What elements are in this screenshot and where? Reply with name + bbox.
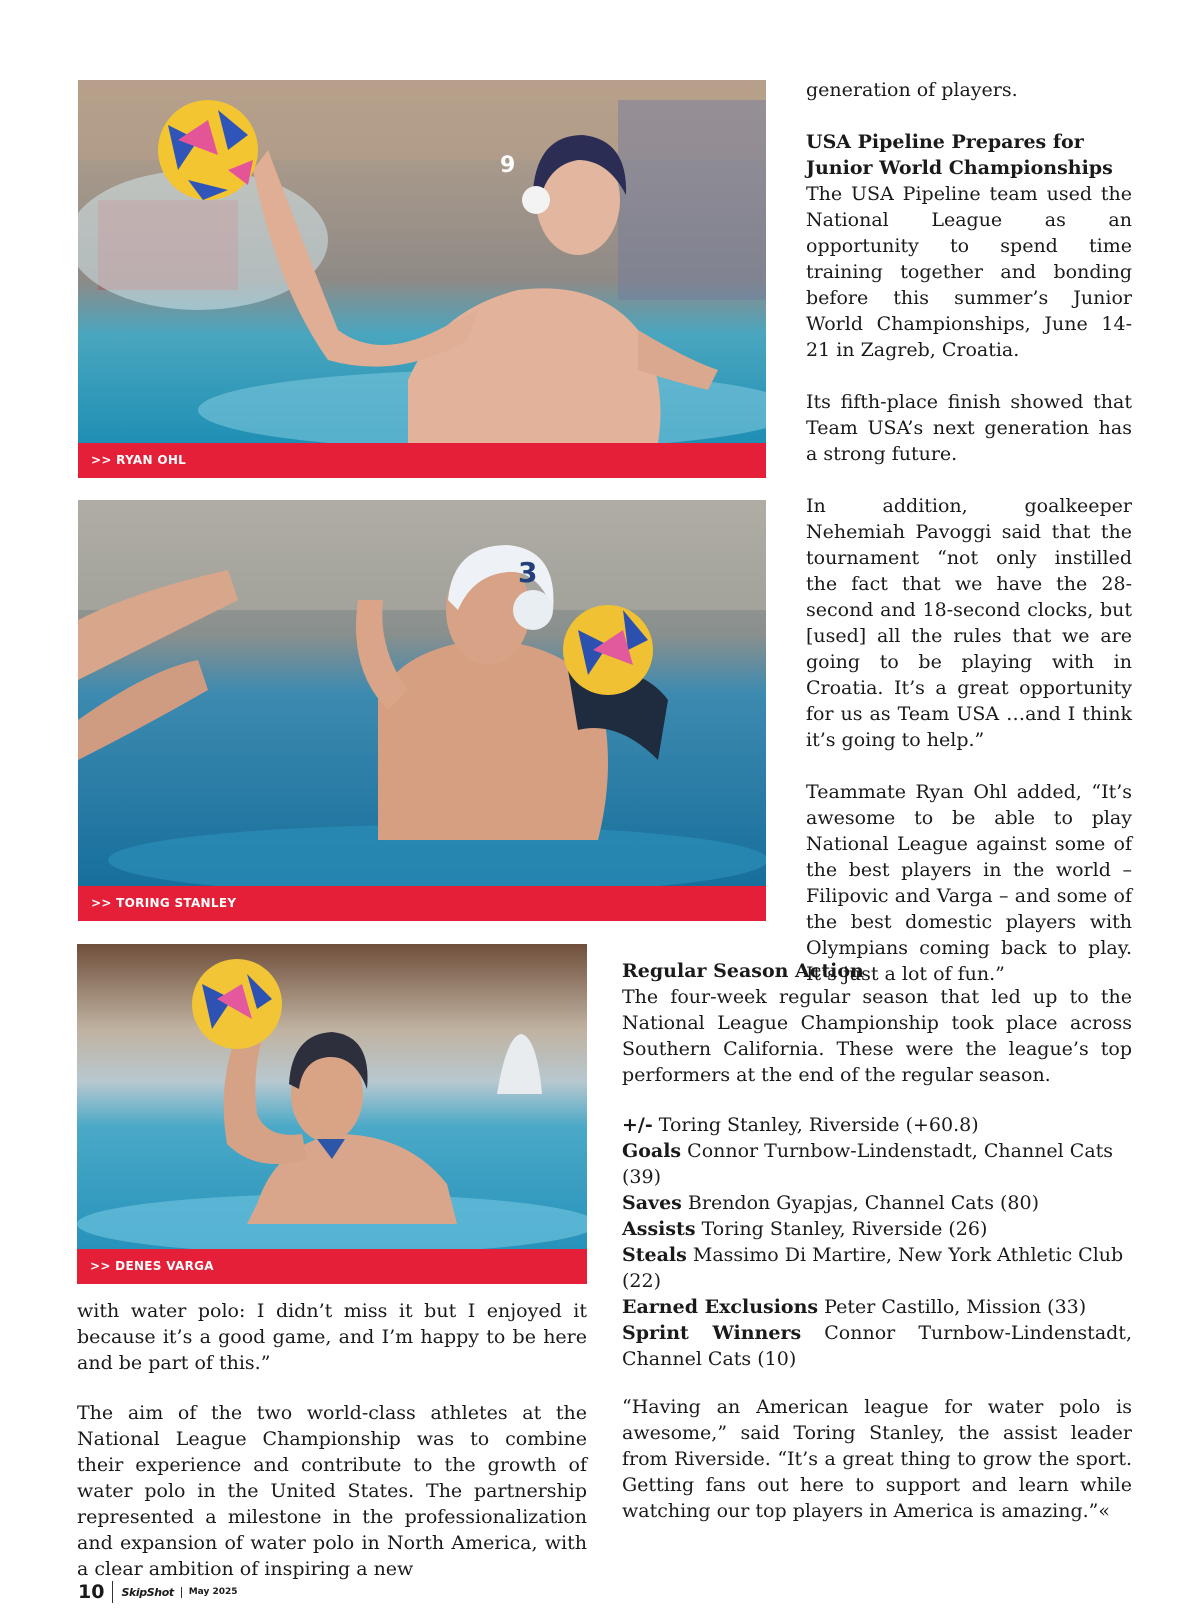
stat-value: Connor Turnbow-Lindenstadt, Channel Cats (10) [622, 1322, 1132, 1370]
stat-label: +/- [622, 1114, 653, 1136]
paragraph: In addition, goalkeeper Nehemiah Pavoggi said that the tournament “not only instilled the fact that we have the 28-second and 18-second clocks, but [used] all the rules that we are going to be playing with in Croatia. It’s a great opportunity for us as Team USA …and I think it’s going to help.” [806, 495, 1132, 751]
paragraph: The USA Pipeline team used the National League as an opportunity to spend time training together and bonding before this summer’s Junior World Championships, June 14-21 in Zagreb, Croatia. [806, 183, 1132, 361]
intro-line: generation of players. [806, 79, 1018, 101]
stat-value: Toring Stanley, Riverside (+60.8) [658, 1114, 979, 1136]
denes-varga-image [77, 944, 587, 1249]
stat-value: Massimo Di Martire, New York Athletic Club (22) [622, 1244, 1124, 1292]
section-heading-regular-season: Regular Season Action [622, 960, 864, 982]
ryan-ohl-image [78, 80, 766, 443]
svg-text:9: 9 [500, 153, 516, 178]
paragraph: Its fifth-place finish showed that Team USA’s next generation has a strong future. [806, 391, 1132, 465]
stat-item [622, 1112, 1132, 1138]
stat-label: Sprint Winners [622, 1322, 802, 1344]
paragraph: with water polo: I didn’t miss it but I enjoyed it because it’s a good game, and I’m happy to be here and be part of this.” [77, 1300, 587, 1374]
stat-item [622, 1138, 1132, 1190]
stat-list [622, 1112, 1132, 1372]
photo-caption-toring-stanley: >> TORING STANLEY [78, 886, 766, 921]
footer-divider [181, 1587, 182, 1598]
stat-label: Saves [622, 1192, 682, 1214]
svg-text:3: 3 [518, 556, 538, 589]
section-heading-usa-pipeline: USA Pipeline Prepares for Junior World Championships [806, 131, 1113, 179]
stat-value: Peter Castillo, Mission (33) [824, 1296, 1087, 1318]
stat-label: Steals [622, 1244, 687, 1266]
regular-season-section [622, 958, 1132, 1524]
right-column-article [806, 77, 1132, 987]
footer-divider [112, 1581, 113, 1603]
photo-caption-denes-varga: >> DENES VARGA [77, 1249, 587, 1284]
closing-quote: “Having an American league for water polo is awesome,” said Toring Stanley, the assist leader from Riverside. “It’s a great thing to grow the sport. Getting fans out here to support and learn while watching our top players in America is amazing.”« [622, 1396, 1132, 1522]
stat-item [622, 1216, 1132, 1242]
photo-ryan-ohl [78, 80, 766, 478]
photo-denes-varga [77, 944, 587, 1284]
stat-value: Connor Turnbow-Lindenstadt, Channel Cats (39) [622, 1140, 1114, 1188]
paragraph: Teammate Ryan Ohl added, “It’s awesome to be able to play National League against some of the best players in the world – Filipovic and Varga – and some of the best domestic players with Olympians coming back to play. It’s just a lot of fun.” [806, 781, 1132, 985]
photo-caption-ryan-ohl: >> RYAN OHL [78, 443, 766, 478]
page-footer [78, 1577, 238, 1607]
stat-label: Goals [622, 1140, 682, 1162]
stat-value: Brendon Gyapjas, Channel Cats (80) [687, 1192, 1039, 1214]
stat-item [622, 1320, 1132, 1372]
stat-item [622, 1242, 1132, 1294]
toring-stanley-image [78, 500, 766, 886]
photo-toring-stanley [78, 500, 766, 921]
paragraph: The aim of the two world-class athletes at the National League Championship was to combine their experience and contribute to the growth of water polo in the United States. The partnership represented a milestone in the professionalization and expansion of water polo in North America, with a clear ambition of inspiring a new [77, 1402, 587, 1580]
stat-label: Assists [622, 1218, 696, 1240]
stat-item [622, 1294, 1132, 1320]
stat-label: Earned Exclusions [622, 1296, 819, 1318]
stat-value: Toring Stanley, Riverside (26) [701, 1218, 988, 1240]
page-number: 10 [78, 1581, 105, 1603]
left-column-article [77, 1298, 587, 1582]
issue-date: May 2025 [188, 1587, 238, 1597]
paragraph: The four-week regular season that led up to the National League Championship took place across Southern California. These were the league’s top performers at the end of the regular season. [622, 986, 1132, 1086]
stat-item [622, 1190, 1132, 1216]
publication-logo: SkipShot [121, 1585, 174, 1599]
